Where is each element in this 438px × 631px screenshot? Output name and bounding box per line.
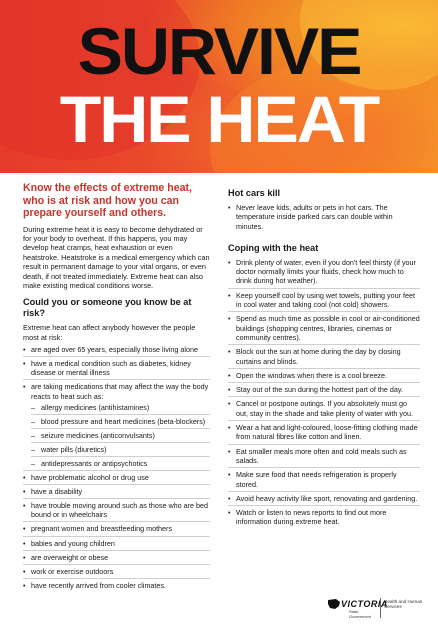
hero-title-line2: THE HEAT [59, 82, 379, 156]
list-item: • Keep yourself cool by using wet towels, putting your feet in cool water and taking cool (not cold) showers. [228, 291, 420, 313]
list-item: • have trouble moving around such as those who are bed bound or in wheelchairs [23, 501, 210, 522]
list-item: • Cancel or postpone outings. If you absolutely must go out, stay in the shade and take plenty of water with you. [228, 399, 420, 421]
risk-list [23, 345, 210, 592]
list-item: • babies and young children [23, 539, 210, 551]
list-item: • Avoid heavy activity like sport, renovating and gardening. [228, 494, 420, 506]
list-item: • Spend as much time as possible in cool or air-conditioned buildings (shopping centres, libraries, cinemas or community centres). [228, 314, 420, 345]
list-item: • are overweight or obese [23, 553, 210, 565]
risk-heading: Could you or someone you know be at risk? [23, 297, 192, 319]
sub-list-item: – seizure medicines (anticonvulsants) [31, 431, 210, 443]
sub-list-item: – water pills (diuretics) [31, 445, 210, 457]
list-item: • work or exercise outdoors [23, 567, 210, 579]
list-item: • Watch or listen to news reports to find out more information during extreme heat. [228, 508, 420, 529]
list-item: • have a medical condition such as diabetes, kidney disease or mental illness [23, 359, 210, 380]
left-column [23, 182, 210, 594]
list-item: • Make sure food that needs refrigeration is properly stored. [228, 470, 420, 492]
logo-subtitle: State Government [349, 609, 372, 619]
victoria-map-icon [327, 598, 341, 610]
hero-title-line1: SURVIVE [77, 14, 361, 88]
risk-intro: Extreme heat can affect anybody however the people most at risk: [23, 323, 196, 342]
sub-list-item: – allergy medicines (antihistamines) [31, 403, 210, 415]
list-item-text: are taking medications that may affect the way the body reacts to heat such as: [31, 382, 209, 401]
list-item: • have recently arrived from cooler climates. [23, 581, 210, 592]
medication-list [31, 403, 210, 468]
list-item: • are aged over 65 years, especially those living alone [23, 345, 210, 357]
list-item: • Wear a hat and light-coloured, loose-fitting clothing made from natural fibres like cotton and linen. [228, 423, 420, 445]
sub-list-item: – blood pressure and heart medicines (beta-blockers) [31, 417, 210, 429]
logo-wordmark: VICTORIA [341, 599, 388, 609]
list-item [23, 382, 210, 471]
intro-paragraph: During extreme heat it is easy to become dehydrated or for your body to overheat. If this happens, you may develop heat cramps, heat exhaustion or even heatstroke. Heatstroke is a medical emergency which can result in permanent damage to your vital organs, or even death, if not treated immediately. Extreme heat can also make existing medical conditions worse. [23, 224, 210, 290]
logo-divider [380, 598, 381, 618]
list-item: • Block out the sun at home during the day by closing curtains and blinds. [228, 347, 420, 369]
list-item: • Never leave kids, adults or pets in hot cars. The temperature inside parked cars can double within minutes. [228, 203, 420, 233]
hot-cars-heading: Hot cars kill [228, 188, 281, 198]
list-item: • have a disability [23, 487, 210, 499]
department-name: Health and Human Services [384, 599, 423, 610]
list-item: • have problematic alcohol or drug use [23, 473, 210, 485]
right-column [228, 188, 420, 531]
victoria-government-logo [327, 596, 427, 622]
hot-cars-list [228, 203, 420, 233]
list-item: • Drink plenty of water, even if you don't feel thirsty (if your doctor normally limits your fluids, check how much to drink during hot weather). [228, 258, 420, 289]
list-item: • Stay out of the sun during the hottest part of the day. [228, 385, 420, 397]
coping-list [228, 258, 420, 529]
sub-list-item: – antidepressants or antipsychotics [31, 459, 210, 468]
coping-heading: Coping with the heat [228, 242, 319, 253]
hero-banner [0, 0, 438, 173]
list-item: • Open the windows when there is a cool breeze. [228, 371, 420, 383]
lead-paragraph: Know the effects of extreme heat, who is at risk and how you can prepare yourself and others. [23, 182, 192, 219]
list-item: • Eat smaller meals more often and cold meals such as salads. [228, 447, 420, 469]
list-item: • pregnant women and breastfeeding mothers [23, 524, 210, 536]
